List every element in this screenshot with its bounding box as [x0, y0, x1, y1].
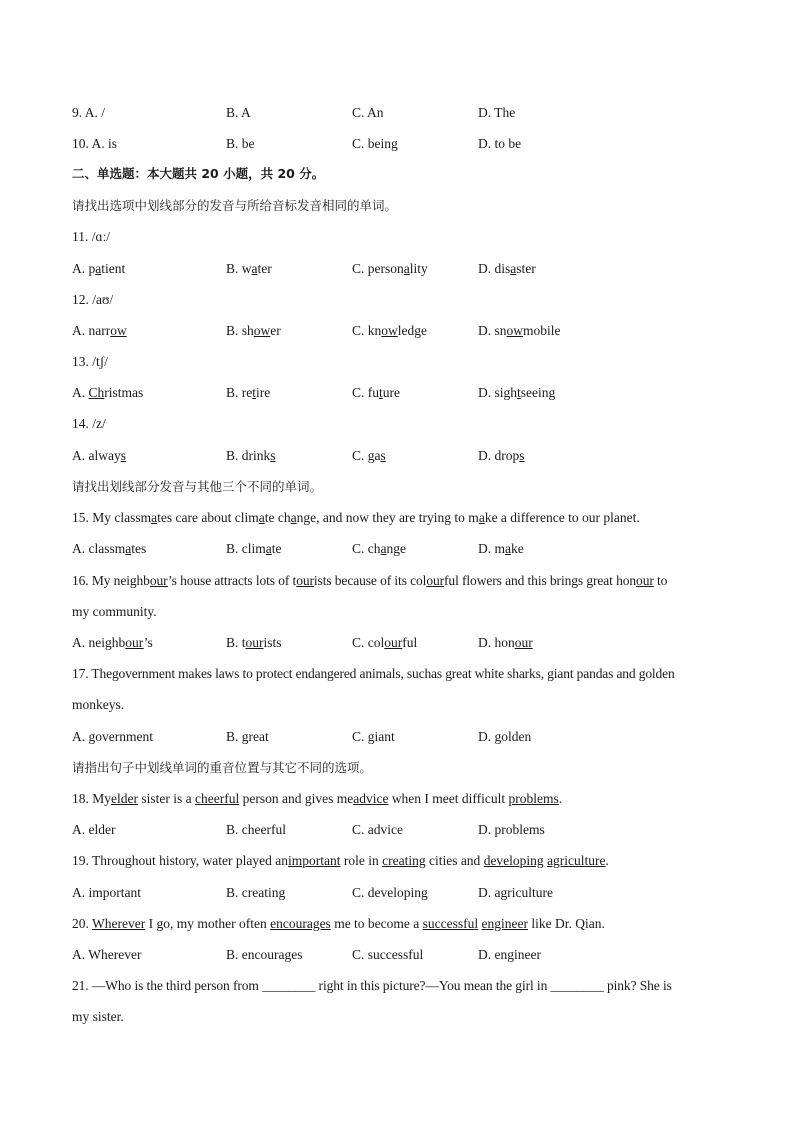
- option-d: D. disaster: [478, 261, 536, 276]
- question-14-stem: 14. /z/: [72, 416, 106, 431]
- option-b: B. tourists: [226, 635, 282, 650]
- instruction-stress: 请指出句子中划线单词的重音位置与其它不同的选项。: [72, 760, 373, 775]
- section-heading: 二、单选题：本大题共 20 小题，共 20 分。: [72, 166, 325, 181]
- question-12-stem: 12. /aʊ/: [72, 292, 114, 307]
- question-16-stem-cont: my community.: [72, 604, 157, 619]
- question-18-stem: 18. Myelder sister is a cheerful person and gives meadvice when I meet difficult problems.: [72, 791, 563, 806]
- option-a: A. government: [72, 729, 153, 744]
- option-d: D. sightseeing: [478, 385, 556, 400]
- option-d: D. agriculture: [478, 885, 553, 900]
- option-d: D. drops: [478, 448, 525, 463]
- option-b: B. great: [226, 729, 269, 744]
- option-b: B. be: [226, 136, 255, 151]
- option-b: B. encourages: [226, 947, 303, 962]
- option-b: B. cheerful: [226, 822, 286, 837]
- option-a: 9. A. /: [72, 105, 106, 120]
- question-20-stem: 20. Wherever I go, my mother often encourages me to become a successful engineer like Dr. Qian.: [72, 916, 605, 931]
- option-a: A. neighbour’s: [72, 635, 153, 650]
- question-19-options: [72, 885, 732, 901]
- option-a: A. Christmas: [72, 385, 144, 400]
- question-12-options: [72, 323, 732, 339]
- option-c: C. successful: [352, 947, 424, 962]
- option-d: D. golden: [478, 729, 532, 744]
- option-b: B. climate: [226, 541, 282, 556]
- option-c: C. giant: [352, 729, 395, 744]
- question-20-options: [72, 947, 732, 963]
- question-16-stem: 16. My neighbour’s house attracts lots of tourists because of its colourful flowers and this brings great honour to: [72, 573, 668, 588]
- question-19-stem: 19. Throughout history, water played animportant role in creating cities and developing agriculture.: [72, 853, 609, 868]
- option-c: C. change: [352, 541, 406, 556]
- option-b: B. A: [226, 105, 251, 120]
- option-c: C. personality: [352, 261, 428, 276]
- option-c: C. advice: [352, 822, 403, 837]
- option-a: A. Wherever: [72, 947, 142, 962]
- question-15-stem: 15. My classmates care about climate change, and now they are trying to make a difference to our planet.: [72, 510, 640, 525]
- option-a: A. important: [72, 885, 141, 900]
- option-c: C. future: [352, 385, 401, 400]
- option-b: B. drinks: [226, 448, 276, 463]
- question-13-options: [72, 385, 732, 401]
- option-a: A. classmates: [72, 541, 147, 556]
- question-16-options: [72, 635, 732, 651]
- question-11-stem: 11. /ɑː/: [72, 229, 111, 244]
- option-a: A. always: [72, 448, 126, 463]
- option-c: C. being: [352, 136, 398, 151]
- question-21-stem-cont: my sister.: [72, 1009, 124, 1024]
- option-a: A. narrow: [72, 323, 127, 338]
- option-d: D. problems: [478, 822, 545, 837]
- option-d: D. to be: [478, 136, 522, 151]
- option-a: 10. A. is: [72, 136, 118, 151]
- option-c: C. colourful: [352, 635, 418, 650]
- option-b: B. creating: [226, 885, 286, 900]
- option-c: C. developing: [352, 885, 428, 900]
- question-15-options: [72, 541, 732, 557]
- option-c: C. An: [352, 105, 384, 120]
- question-18-options: [72, 822, 732, 838]
- question-14-options: [72, 448, 732, 464]
- question-21-stem: 21. —Who is the third person from ________ right in this picture?—You mean the girl in ________ pink? She is: [72, 978, 672, 993]
- question-9-options: [72, 105, 732, 121]
- option-b: B. shower: [226, 323, 281, 338]
- option-d: D. snowmobile: [478, 323, 561, 338]
- option-c: C. knowledge: [352, 323, 428, 338]
- option-c: C. gas: [352, 448, 386, 463]
- question-13-stem: 13. /tʃ/: [72, 354, 108, 369]
- option-d: D. make: [478, 541, 524, 556]
- option-d: D. engineer: [478, 947, 541, 962]
- instruction-different: 请找出划线部分发音与其他三个不同的单词。: [72, 479, 323, 494]
- option-b: B. retire: [226, 385, 271, 400]
- question-17-stem-cont: monkeys.: [72, 697, 125, 712]
- question-10-options: [72, 136, 732, 152]
- option-b: B. water: [226, 261, 272, 276]
- option-d: D. honour: [478, 635, 533, 650]
- question-11-options: [72, 261, 732, 277]
- option-a: A. patient: [72, 261, 126, 276]
- option-d: D. The: [478, 105, 516, 120]
- instruction-phonetic: 请找出选项中划线部分的发音与所给音标发音相同的单词。: [72, 198, 398, 213]
- question-17-options: [72, 729, 732, 745]
- question-17-stem: 17. Thegovernment makes laws to protect endangered animals, suchas great white sharks, giant pandas and golden: [72, 666, 675, 681]
- option-a: A. elder: [72, 822, 116, 837]
